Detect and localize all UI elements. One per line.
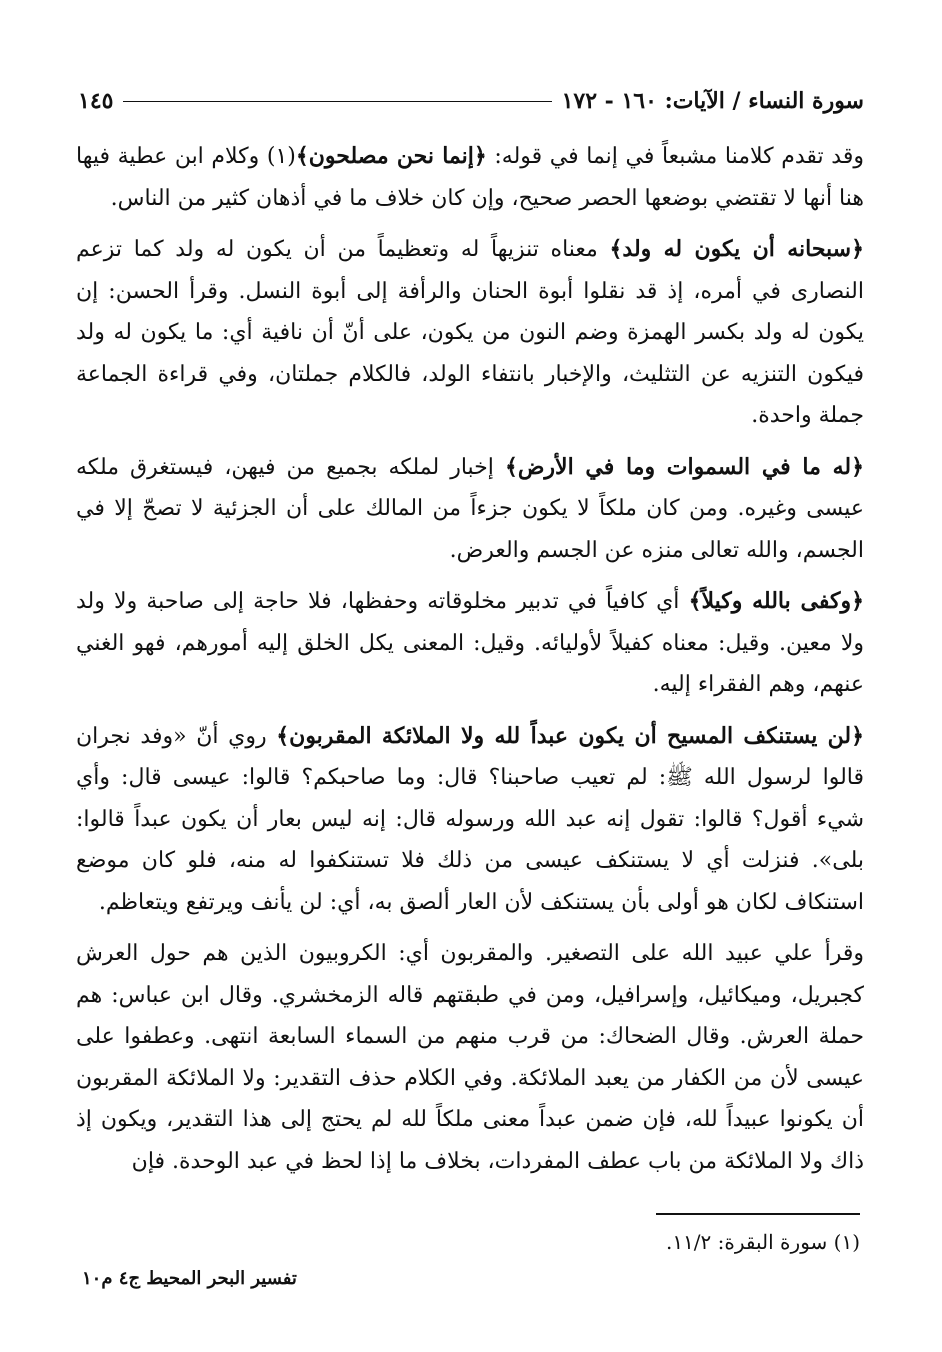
text-segment: وقرأ علي عبيد الله على التصغير. والمقربون أي: الكروبيون الذين هم حول العرش كجبريل، وميكائيل، وإسرافيل، ومن في طبقتهم قاله الزمخشري. وقال ابن عباس: هم حملة العرش. وقال الضحاك: من قرب منهم من السماء السابعة انتهى. وعطفوا على عيسى لأن من الكفار من يعبد الملائكة. وفي الكلام حذف التقدير: ولا الملائكة المقربون أن يكونوا عبيداً لله، فإن ضمن عبداً معنى ملكاً لله لم يحتج إلى هذا التقدير، ويكون إذ ذاك ولا الملائكة من باب عطف المفردات، بخلاف ما إذا لحظ في عبد الوحدة. فإن [76,941,864,1174]
quranic-quote: ﴿وكفى بالله وكيلاً﴾ [688,588,864,614]
signature-mark: تفسير البحر المحيط ج٤ م١٠ [82,1268,297,1289]
text-segment: أي كافياً في تدبير مخلوقاته وحفظها، فلا حاجة إلى صاحبة ولا ولد ولا معين. وقيل: معناه كفيلاً لأوليائه. وقيل: المعنى يكل الخلق إليه أمورهم، فهو الغني عنهم، وهم الفقراء إليه. [76,589,864,697]
paragraph-5 [76,716,864,924]
header-rule [123,101,551,102]
footnote-rule [656,1213,860,1215]
quranic-quote: ﴿له ما في السموات وما في الأرض﴾ [504,453,864,480]
running-header [78,84,864,118]
paragraph-3 [76,447,864,572]
text-segment: روي أنّ «وفد نجران قالوا لرسول الله ﷺ: لم تعيب صاحبنا؟ قال: وما صاحبكم؟ قالوا: عيسى قال: وأي شيء أقول؟ قالوا: تقول إنه عبد الله ورسوله قال: إنه ليس بعار أن يكون عبداً قالوا: بلى». فنزلت أي لا يستنكف عيسى من ذلك فلا تستنكفوا له منه، فلو كان موضع استنكاف لكان هو أولى بأن يستنكف لأن العار ألصق به، أي: لن يأنف ويرتفع ويتعاظم. [76,723,864,915]
quranic-quote: ﴿إنما نحن مصلحون﴾ [295,143,487,169]
header-title: سورة النساء / الآيات: ١٦٠ - ١٧٢ [561,88,864,114]
text-segment: إخبار لملكه بجميع من فيهن، فيستغرق ملكه عيسى وغيره. ومن كان ملكاً لا يكون جزءاً من المالك على أن الجزئية لا تصحّ إلا في الجسم، والله تعالى منزه عن الجسم والعرض. [76,454,864,563]
paragraph-4 [76,581,864,706]
text-segment: معناه تنزيهاً له وتعظيماً من أن يكون له ولد كما تزعم النصارى في أمره، إذ قد نقلوا أبوة الحنان والرأفة إلى أبوة النسل. وقرأ الحسن: إن يكون له ولد بكسر الهمزة وضم النون من يكون، على أنّ أن نافية أي: ما يكون له ولد فيكون التنزيه عن التثليث، والإخبار بانتفاء الولد، فالكلام جملتان، وفي قراءة الجماعة جملة واحدة. [76,237,865,428]
text-segment: (١) وكلام ابن عطية فيها هنا أنها لا تقتضي بوضعها الحصر صحيح، وإن كان خلاف ما في أذهان كثير من الناس. [76,144,864,211]
text-segment: وقد تقدم كلامنا مشبعاً في إنما في قوله: [486,144,864,169]
body-text [76,136,864,1192]
quranic-quote: ﴿سبحانه أن يكون له ولد﴾ [609,236,865,262]
paragraph-1 [76,136,864,219]
paragraph-2 [76,229,864,437]
quranic-quote: ﴿لن يستنكف المسيح أن يكون عبداً لله ولا الملائكة المقربون﴾ [276,722,864,749]
page-number: ١٤٥ [78,88,114,114]
paragraph-6 [76,933,864,1182]
footnote: (١) سورة البقرة: ١١/٢. [665,1230,860,1254]
